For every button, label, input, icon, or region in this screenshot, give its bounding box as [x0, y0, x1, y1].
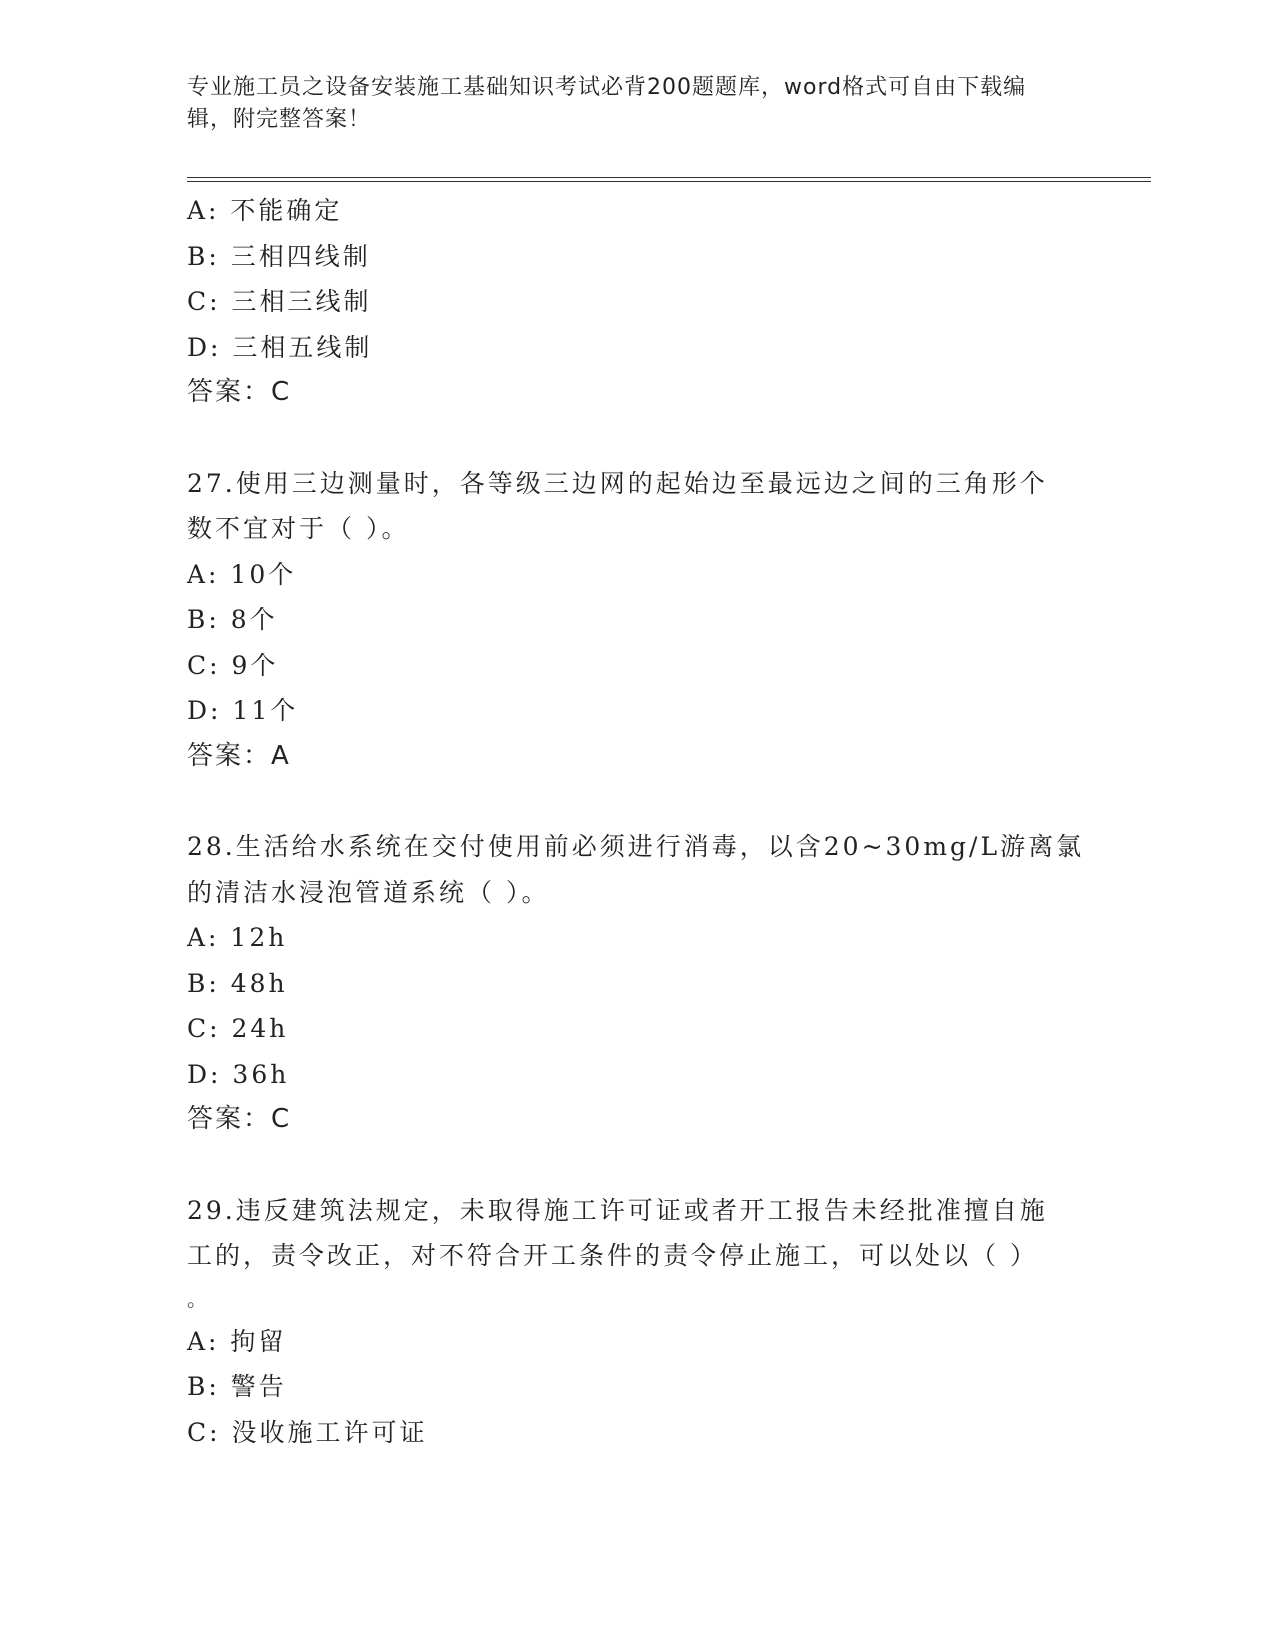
option-b: B: 警告	[187, 1372, 287, 1401]
spacer	[187, 1143, 1087, 1188]
option-d: D: 11个	[187, 696, 299, 725]
option-b: B: 三相四线制	[187, 241, 371, 271]
question-title: 27.使用三边测量时，各等级三边网的起始边至最远边之间的三角形个	[187, 468, 1048, 498]
answer: 答案：A	[187, 740, 291, 771]
option-a: A: 12h	[187, 923, 288, 952]
question-29	[187, 1188, 1087, 1456]
header-divider-top	[187, 177, 1151, 178]
spacer	[187, 416, 1087, 461]
question-title: 29.违反建筑法规定，未取得施工许可证或者开工报告未经批准擅自施	[187, 1195, 1048, 1225]
option-c: C: 9个	[187, 650, 279, 680]
option-b: B: 8个	[187, 605, 278, 634]
option-a: A: 10个	[187, 559, 297, 589]
option-d: D: 三相五线制	[187, 332, 373, 362]
answer: 答案：C	[187, 377, 292, 407]
question-title-continued: 数不宜对于（ ）。	[187, 514, 410, 543]
option-c: C: 24h	[187, 1014, 289, 1043]
option-a: A: 不能确定	[187, 196, 343, 225]
option-c: C: 没收施工许可证	[187, 1417, 428, 1447]
question-28	[187, 824, 1087, 1143]
spacer	[187, 779, 1087, 824]
question-title-continued: 工的，责令改正，对不符合开工条件的责令停止施工，可以处以（ ）	[187, 1241, 1038, 1270]
option-b: B: 48h	[187, 968, 288, 998]
header-divider-bottom	[187, 181, 1151, 182]
question-title: 28.生活给水系统在交付使用前必须进行消毒，以含20~30mg/L游离氯	[187, 832, 1085, 861]
question-content	[187, 188, 1087, 1455]
question-26	[187, 188, 1087, 416]
option-a: A: 拘留	[187, 1326, 287, 1356]
answer: 答案：C	[187, 1104, 292, 1134]
question-27	[187, 461, 1087, 780]
option-d: D: 36h	[187, 1059, 290, 1089]
option-c: C: 三相三线制	[187, 287, 372, 316]
page-header: 专业施工员之设备安装施工基础知识考试必背200题题库，word格式可自由下载编辑，附完整答案！	[187, 75, 1027, 132]
question-title-period: 。	[187, 1286, 210, 1311]
question-title-continued: 的清洁水浸泡管道系统（ ）。	[187, 877, 550, 907]
